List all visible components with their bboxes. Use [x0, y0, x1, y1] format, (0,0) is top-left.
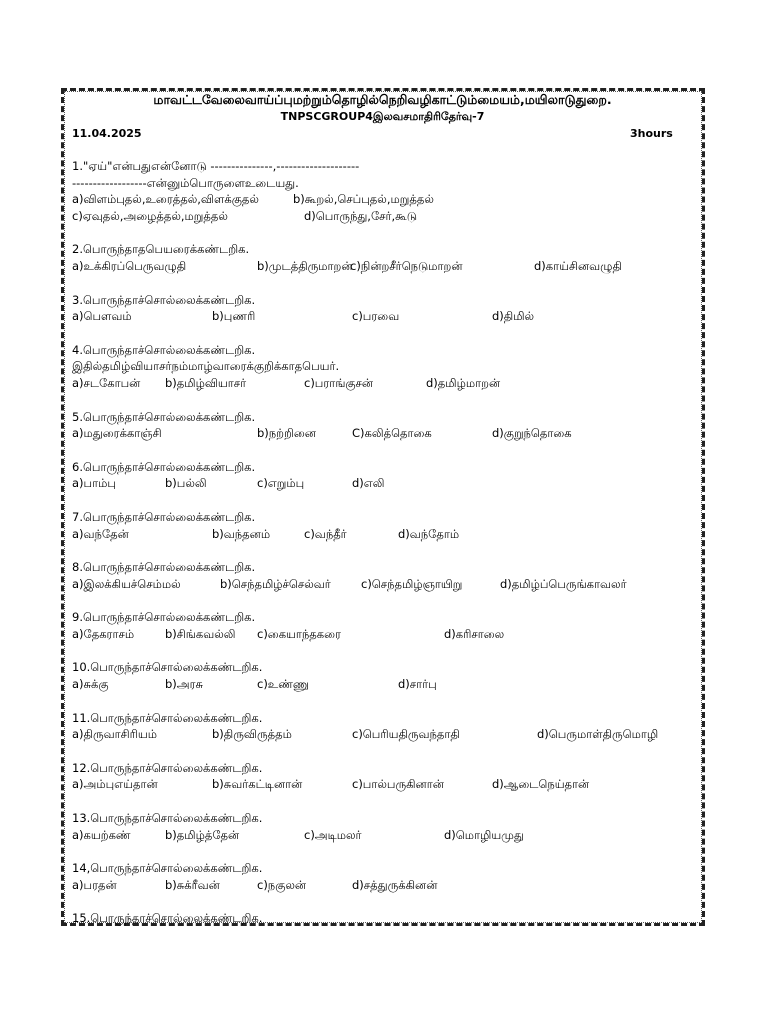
answer-option: b)கூறல்,செப்புதல்,மறுத்தல் [293, 192, 434, 207]
answer-option: a)உக்கிரப்பெருவழுதி [72, 258, 187, 273]
answer-option: b)செந்தமிழ்ச்செல்வர் [220, 576, 331, 591]
answer-option: C)கலித்தொகை [352, 426, 432, 441]
answer-option: c)எறும்பு [257, 476, 305, 491]
answer-option: d)தமிழ்ப்பெருங்காவலர் [500, 576, 627, 591]
answer-option: b)அரசு [165, 677, 204, 692]
question-text: 1."ஏய்"என்பதுஎன்னோடு ---------------,-------------------- [72, 159, 360, 173]
answer-option: d)வந்தோம் [398, 526, 460, 541]
answer-option: c)பரவை [352, 309, 400, 324]
question-7 [72, 509, 702, 542]
question-12 [72, 760, 702, 793]
question-text: 4.பொருந்தாச்சொல்லைக்கண்டறிக. [72, 342, 256, 357]
answer-option: d)சத்துருக்கினன் [352, 877, 438, 892]
question-text: 8.பொருந்தாச்சொல்லைக்கண்டறிக. [72, 560, 256, 575]
answer-option: c)பராங்குசன் [304, 375, 374, 390]
question-text-continued: இதில்தமிழ்வியாசர்நம்மாழ்வாரைக்குறிக்காதபெயர். [72, 359, 340, 374]
answer-option: c)பெரியதிருவந்தாதி [352, 727, 460, 742]
options-row [72, 308, 702, 325]
question-text: 14,பொருந்தாச்சொல்லைக்கண்டறிக. [72, 861, 263, 876]
question-13 [72, 810, 702, 843]
answer-option: d)குறுந்தொகை [492, 426, 572, 441]
question-4 [72, 342, 702, 392]
options-row [72, 191, 702, 208]
question-text-continued: ------------------என்னும்பொருளைஉடையது. [72, 175, 299, 190]
question-list [72, 158, 702, 944]
answer-option: b)முடத்திருமாறன் [257, 258, 353, 273]
question-text: 2.பொருந்தாதபெயரைக்கண்டறிக. [72, 242, 250, 257]
question-text: 5.பொருந்தாச்சொல்லைக்கண்டறிக. [72, 409, 256, 424]
answer-option: b)தமிழ்வியாசர் [165, 375, 247, 390]
answer-option: d)மொழியமுது [444, 827, 524, 842]
question-1 [72, 158, 702, 224]
exam-name: TNPSCGROUP4இலவசமாதிரிதேர்வு-7 [280, 110, 485, 123]
answer-option: a)வந்தேன் [72, 526, 129, 541]
answer-option: b)சுவர்கட்டினான் [212, 777, 303, 792]
question-10 [72, 659, 702, 692]
answer-option: a)கயற்கண் [72, 827, 131, 842]
answer-option: c)கையாந்தகரை [257, 626, 341, 641]
answer-option: a)தேகராசம் [72, 626, 135, 641]
options-row [72, 475, 702, 492]
answer-option: a)பரதன் [72, 877, 117, 892]
answer-option: c)நின்றசீர்நெடுமாறன் [350, 258, 463, 273]
answer-option: b)திருவிருத்தம் [212, 727, 292, 742]
answer-option: a)அம்புஎய்தான் [72, 777, 158, 792]
answer-option: a)இலக்கியச்செம்மல் [72, 576, 181, 591]
answer-option: c)ஏவுதல்,அழைத்தல்,மறுத்தல் [72, 208, 228, 223]
answer-option: a)சுக்கு [72, 677, 109, 692]
question-text: 15.பொருந்தாச்சொல்லைக்கண்டறிக. [72, 911, 263, 926]
options-row [72, 877, 702, 894]
answer-option: b)வந்தனம் [212, 526, 271, 541]
question-3 [72, 292, 702, 325]
question-text: 10.பொருந்தாச்சொல்லைக்கண்டறிக. [72, 660, 263, 675]
answer-option: a)பௌவம் [72, 309, 132, 324]
answer-option: a)பாம்பு [72, 476, 116, 491]
answer-option: d)எலி [352, 476, 385, 491]
question-text: 9.பொருந்தாச்சொல்லைக்கண்டறிக. [72, 610, 256, 625]
options-row [72, 776, 702, 793]
answer-option: c)பால்பருகினான் [352, 777, 444, 792]
answer-option: b)பல்லி [165, 476, 207, 491]
options-row [72, 425, 702, 442]
answer-option: d)பொருந்து,சேர்,கூடு [304, 208, 417, 223]
exam-duration: 3hours [630, 127, 673, 140]
options-row [72, 208, 702, 225]
options-row [72, 258, 702, 275]
answer-option: b)நற்றினை [257, 426, 316, 441]
question-2 [72, 241, 702, 274]
options-row [72, 576, 702, 593]
question-text: 6.பொருந்தாச்சொல்லைக்கண்டறிக. [72, 459, 256, 474]
answer-option: b)சுக்ரீவன் [165, 877, 220, 892]
answer-option: b)சிங்கவல்லி [165, 626, 236, 641]
question-text: 13.பொருந்தாச்சொல்லைக்கண்டறிக. [72, 811, 263, 826]
question-5 [72, 409, 702, 442]
answer-option: d)பெருமாள்திருமொழி [537, 727, 659, 742]
exam-center-title: மாவட்டவேலைவாய்ப்புமற்றும்தொழில்நெறிவழிகாட்டும்மையம்,மயிலாடுதுறை. [153, 92, 612, 107]
answer-option: d)தமிழ்மாறன் [426, 375, 501, 390]
answer-option: a)விளம்புதல்,உரைத்தல்,விளக்குதல் [72, 192, 259, 207]
question-text: 3.பொருந்தாச்சொல்லைக்கண்டறிக. [72, 292, 256, 307]
options-row [72, 726, 702, 743]
options-row [72, 827, 702, 844]
exam-date: 11.04.2025 [72, 127, 142, 140]
question-text: 11.பொருந்தாச்சொல்லைக்கண்டறிக. [72, 710, 263, 725]
question-6 [72, 459, 702, 492]
answer-option: c)உண்ணு [257, 677, 310, 692]
answer-option: a)திருவாசிரியம் [72, 727, 158, 742]
answer-option: a)மதுரைக்காஞ்சி [72, 426, 162, 441]
question-text: 7.பொருந்தாச்சொல்லைக்கண்டறிக. [72, 509, 256, 524]
question-9 [72, 609, 702, 642]
answer-option: c)செந்தமிழ்ஞாயிறு [361, 576, 463, 591]
answer-option: d)ஆடைநெய்தான் [492, 777, 590, 792]
answer-option: d)காய்சினவழுதி [534, 258, 622, 273]
answer-option: c)வந்தீர் [304, 526, 347, 541]
question-15 [72, 910, 702, 927]
options-row [72, 526, 702, 543]
question-11 [72, 710, 702, 743]
answer-option: d)சார்பு [398, 677, 437, 692]
answer-option: c)நகுலன் [257, 877, 307, 892]
options-row [72, 375, 702, 392]
answer-option: a)சடகோபன் [72, 375, 141, 390]
answer-option: c)அடிமலர் [304, 827, 362, 842]
answer-option: d)கரிசாலை [444, 626, 505, 641]
question-8 [72, 559, 702, 592]
question-text: 12.பொருந்தாச்சொல்லைக்கண்டறிக. [72, 760, 263, 775]
answer-option: d)திமில் [492, 309, 535, 324]
options-row [72, 676, 702, 693]
question-14 [72, 860, 702, 893]
answer-option: b)புணரி [212, 309, 256, 324]
options-row [72, 626, 702, 643]
answer-option: b)தமிழ்த்தேன் [165, 827, 240, 842]
